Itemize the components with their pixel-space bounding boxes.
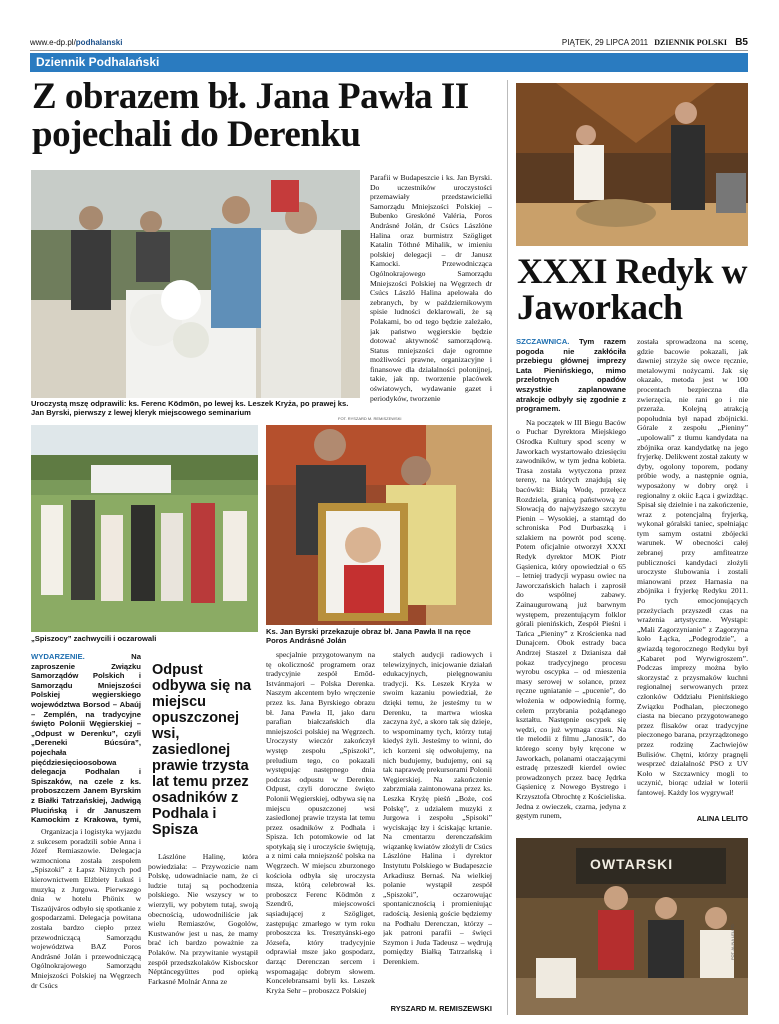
article2-col2	[637, 337, 748, 800]
article2-author: ALINA LELITO	[696, 814, 748, 823]
article1-author: RYSZARD M. REMISZEWSKI	[390, 1004, 492, 1013]
page-header	[30, 36, 748, 50]
article1-pull-quote: Odpust odbywa się na miejscu opuszczonej wsi, zasiedlonej prawie trzysta lat temu przez osadników z Podhala i Spisza	[152, 662, 252, 838]
article1-col3	[266, 650, 375, 1014]
article2-lead-text: Tym razem pogoda nie zakłóciła przebiegu głównej imprezy Lata Pienińskiego, mimo przelotnych opadów wszystkie zaplanowane atrakcje odbyły się zgodnie z programem.	[516, 337, 626, 414]
article1-col3-text: specjalnie przygotowanym na tę okoliczność programem oraz tradycyjnie zespół Emőd-Istvánmajori – Polska Derenka. Naszym akcentem było wręczenie przez ks. Jana Byrskiego obrazu bł. Jana Pawła II, jako daru parafian białczańskich dla mniejszości polskiej na Węgrzech. Uroczysty wieczór zakończył występ zespołu „Spiszoki”, preludium tego, co pokazali występując następnego dnia podczas odpustu w Derenku. Odpust, czyli doroczne święto Polonii Węgierskiej, odbywa się na miejscu opuszczonej wsi zasiedlonej prawie trzysta lat temu przez osadników z Podhala i Spisza. Ich potomkowie od lat spotykają się i uroczyście świętują, a z nimi cała mniejszość polska na Węgrzech. W miejscu zburzonego kościoła odbyła się uroczysta msza, którą celebrował ks. proboszcz Ferenc Ködmön z Szendrő, miejscowości sąsiadującej z Szögliget, zastępując zmarłego w tym roku proboszcza ks. Tresztyánski-ego Józsefa, który tradycyjnie odprawiał msze jako gospodarz, darząc Derenczan sercem i wspomagając dobrym słowem. Koncelebransami byli ks. Leszek Kryża Sehr – proboszcz Polskiej	[266, 650, 375, 995]
photo-stage-sign: OWTARSKI	[590, 856, 674, 872]
photo-portrait-credit: FOT. RYSZARD M. REMISZEWSKI	[338, 416, 402, 421]
article2-col1-text: Na początek w III Biegu Baców o Puchar Dyrektora Miejskiego Ośrodka Kultury spod sceny w Jaworkach wystartowało dziesięciu zawodników, w tym jedna kobieta. Trasa została wytyczona przez tereny, na których znajdują się bacówki: Białą Wodę, przełęcz Rozdziela, granicą państwową ze Słowacją do najwyższego szczytu Pienin – Wysokiej, a stamtąd do schroniska Pod Durbaszką i szlakiem na powrót pod scenę. Potem oficjalnie otworzył XXXI Redyk dyrektor MOK Piotr Gąsienica, który opowiedział o 65 – letniej tradycji wypasu owiec na Jaworczańskich halach i zaprosił do wspólnej zabawy. Zainaugurowaną już barwnym występem, prezentującym folklor górali pienińskich, Zespół Pieśni i Tańca „Pieniny” z Krościenka nad Dunajcem. Obok estrady baca Andrzej Staszel z Dzianisza dał pokaz tradycyjnego procesu wyrobu oscypka – od mieszenia masy serowej w solance, przez ręczne ugniatanie – „pucenie”, do włożenia w odpowiednią formę, celem przybrania pożądanego kształtu. Następnie oscypek się wędzi, co już wymaga czasu. Na tle melodii z filmu „Janosik”, do którego sceny były kręcone w Jaworkach, polanami otaczającymi estradę przeszedł kierdel owiec prowadzonych przez bacę Jędrka Gąsienicę z Nowego Bystrego i Krzysztofa Obrochtę z Kościeliska. Jedna z owieczek, czarna, jedyna z gęstym runem,	[516, 417, 626, 821]
header-url[interactable]: www.e-dp.pl/podhalanski	[30, 38, 123, 47]
page-number: B5	[735, 37, 748, 48]
article1-lead	[31, 652, 141, 824]
article1-col2-text: Lászlóne Halinę, która powiedziała: – Przywozicie nam Polskę, udowadniacie nam, że ci ludzie tutaj są pochodzenia polskiego. Nie wszyscy w to wierzyli, wy pobytem tutaj, swoją obecnością, udowodniliście jak wielu Remiaszów, Gogolów, Kustwanów jest u nas, że mamy brać ich bardzo poważnie za Polaków. Na przywitanie wystąpił zespół przedszkolaków Kisbocskor Néptáncegyüttes pod opieką Farkasné Molnár Anna ze	[148, 852, 258, 986]
article1-col4-top-text: Parafii w Budapeszcie i ks. Jan Byrski. Do uczestników uroczystości przemawiały przedstawicielki Samorządu Mniejszości Polskiej – Bubenko Greskóné Valéria, Poros Andrásné Jolán, dr Csúcs Lászlóne Halina oraz burmistrz Szögliget Katalin Tóthné Mihalik, w imieniu polskiej delegacji – dr Janusz Kamocki. Przewodnicząca Ogólnokrajowego Samorządu Mniejszości Polskiej na Węgrzech dr Csúcs László Halina apelowała do zebranych, by w październikowym spisie ludności deklarowali, że są Polakami, bo od tego będzie zależało, jak państwo węgierskie będzie dotować aktywność samorządową. Status mniejszości daje ogromne możliwości prawne, organizacyjne i finansowe dla działalności polonijnej, takie, jak np. tworzenie placówek oświatowych, wydawanie gazet i periodyków, tworzenie	[370, 173, 492, 403]
column-divider	[507, 80, 508, 1015]
header-brand: DZIENNIK POLSKI	[654, 38, 727, 47]
article1-headline: Z obrazem bł. Jana Pawła II pojechali do Derenku	[32, 76, 469, 155]
article2-kicker: SZCZAWNICA.	[516, 337, 570, 346]
article2-headline: XXXI Redyk w Jaworkach	[517, 251, 748, 327]
article1-col2	[148, 852, 258, 1014]
article2-col2-text: została sprowadzona na scenę, gdzie bacowie pokazali, jak dawniej strzyże się owce ręcznie, metalowymi nożycami. Jak się okazało, metoda jest w 100 procentach bezpieczna dla zwierzęcia, nie rani go i nie przeraża. Kolejną atrakcją popołudnia był napad zbójnicki. Górale z zespołu „Pieniny” „upolowali” z tłumu kandydata na zbójnika oraz kandydatkę na jego fryjerkę. Delikwent został zakuty w dyby, ogolony toporem, podany próbie wody, a następnie ognia, wyposażony w dobry oręż i regionalny z okiic Łąca i gwizdżąc. Spisał się dzielnie i na zakończenie, wraz z potencjalną fryjerką, wykonał góralski taniec, spełniając tym samym ostatni zbójecki warunek. W obecności całej zebranej przy amfiteatrze publiczności kandydaci złożyli uroczyste ślubowania i zostali mianowani przez Harnasia na zbójnika i fryjerkę Redyku 2011. Po tych emocjonujących przeżyciach przyszedł czas na wrażenia artystyczne. Wystąpi: „Mali Zagorzynianie” z Zagorzyna koło Łącka, „Podegrodzie”, a gwiazdą tegorocznego Redyku był „Kabaret pod Wyrwigroszem”. Podczas imprezy można było skorzystać z przysmaków kuchni regionalnej serwowanych przez członków Oddziału Pienińskiego Związku Podhalan, pieczonego ciasta na biecano przygotowanego przez flisaków oraz tradycyjne pieczonego barana, przyrządzonego przez rodzinę Zachwiejów Bulisiów. Chętni, którzy pragnęli wesprzeć działalność PSO z UV Koło w Szczawnicy mogli to uczynić, biorąc udział w loterii fantowej. Każdy los wygrywał!	[637, 337, 748, 797]
photo-dancers	[31, 425, 258, 632]
header-rule	[30, 50, 748, 51]
header-date: PIĄTEK, 29 LIPCA 2011	[561, 38, 649, 47]
article1-lead-text: Na zaproszenie Związku Samorządów Polskich i Samorządu Mniejszości Polskiej węgierskiego województwa Borsod – Abaúj – Zemplén, na tradycyjne święto Polonii Węgierskiej – „Odpust w Derenku”, czyli „Dereneki Búcsúra”, pojechała pięćdziesięcioosobowa delegacja Podhalan i Spiszaków, na czele z ks. proboszczem Janem Byrskim z Białki Tatrzańskiej, Jadwigą Plucińską i dr Januszem Kamockim z Krakowa, tymi,	[31, 652, 141, 824]
section-band: Dziennik Podhalański	[30, 53, 748, 72]
article1-col1	[31, 827, 141, 1014]
article1-kicker: WYDARZENIE.	[31, 652, 85, 661]
photo-mass	[31, 170, 360, 398]
photo-shearing	[516, 83, 748, 246]
photo-mass-caption: Uroczystą mszę odprawili: ks. Ferenc Ködmön, po lewej ks. Leszek Kryża, po prawej ks. Jan Byrski, pierwszy z lewej kleryk miejscowego seminarium	[31, 399, 349, 417]
photo-dancers-caption: „Spiszocy” zachwycili i oczarowali	[31, 634, 157, 643]
article1-col4	[383, 650, 492, 1002]
photo-stage-credit: FOT. ALINA LELITO	[730, 924, 735, 960]
article1-col1-text: Organizacja i logistyka wyjazdu z sukcesem poradzili sobie Anna i Józef Remiaszowie. Delegacja wzmocniona została zespołem „Spiszoki” z Łapsz Niżnych pod kierownictwem Elżbiety Łukuś i muzyką z Jurgowa. Pierwszego dnia w hotelu Phönix w Tiszaújváros odbyło się spotkanie z gospodarzami. Delegacja powitana została bardzo ciepło przez przewodniczącą Samorządu województwa BAZ Poros Andrásné Jolán i przewodniczącą Ogólnokrajowego Samorządu Mniejszości Polskiej na Węgrzech dr Csúcs	[31, 827, 141, 990]
photo-portrait-caption: Ks. Jan Byrski przekazuje obraz bł. Jana Pawła II na ręce Poros Andrásné Jolán	[266, 627, 471, 645]
photo-portrait-handover	[266, 425, 492, 625]
article2-lead	[516, 337, 626, 414]
header-right	[562, 37, 748, 48]
article1-col4-top	[370, 173, 492, 419]
article2-col1	[516, 337, 626, 827]
article1-col4-text: stałych audycji radiowych i telewizyjnych, inicjowanie działań edukacyjnych, pielęgnowaniu tradycji. Ks. Leszek Kryża w swoim kazaniu powiedział, że dzięki temu, że jesteśmy tu w Derenku, ta martwa wioska zaczyna żyć, a skoro tak się dzieje, to wspominamy tych, którzy tutaj kiedyś żyli. Jesteśmy to winni, do ich korzeni się odwołujemy, na nich budujemy, budujemy, oni są tak naprawdę prekursorami Polonii Węgierskiej. Na zakończenie zabrzmiała zaintonowana przez ks. Leszka Kryżę pieśń „Boże, coś Polskę”, z udziałem muzyki z Jurgowa i zespołu „Spisoki” wyciskając łzy i ściskając krtanie. Na cmentarzu derenczańskim wiązankę kwiatów złożyli dr Csúcs Lászlóne Halina i dyrektor Instytutu Polskiego w Budapeszcie Arkadiusz Bernaś. Na wielkiej polanie wystąpił zespół „Spiszoki”, oczarowując spontanicznością i promieniując radością. Jesienią goście będziemy na Podhalu Derenczan, którzy – jak patroni parafii – święci Szymon i Juda Tadeusz – wędrują pomiędzy Białką Tatrzańską i Derenkiem.	[383, 650, 492, 966]
